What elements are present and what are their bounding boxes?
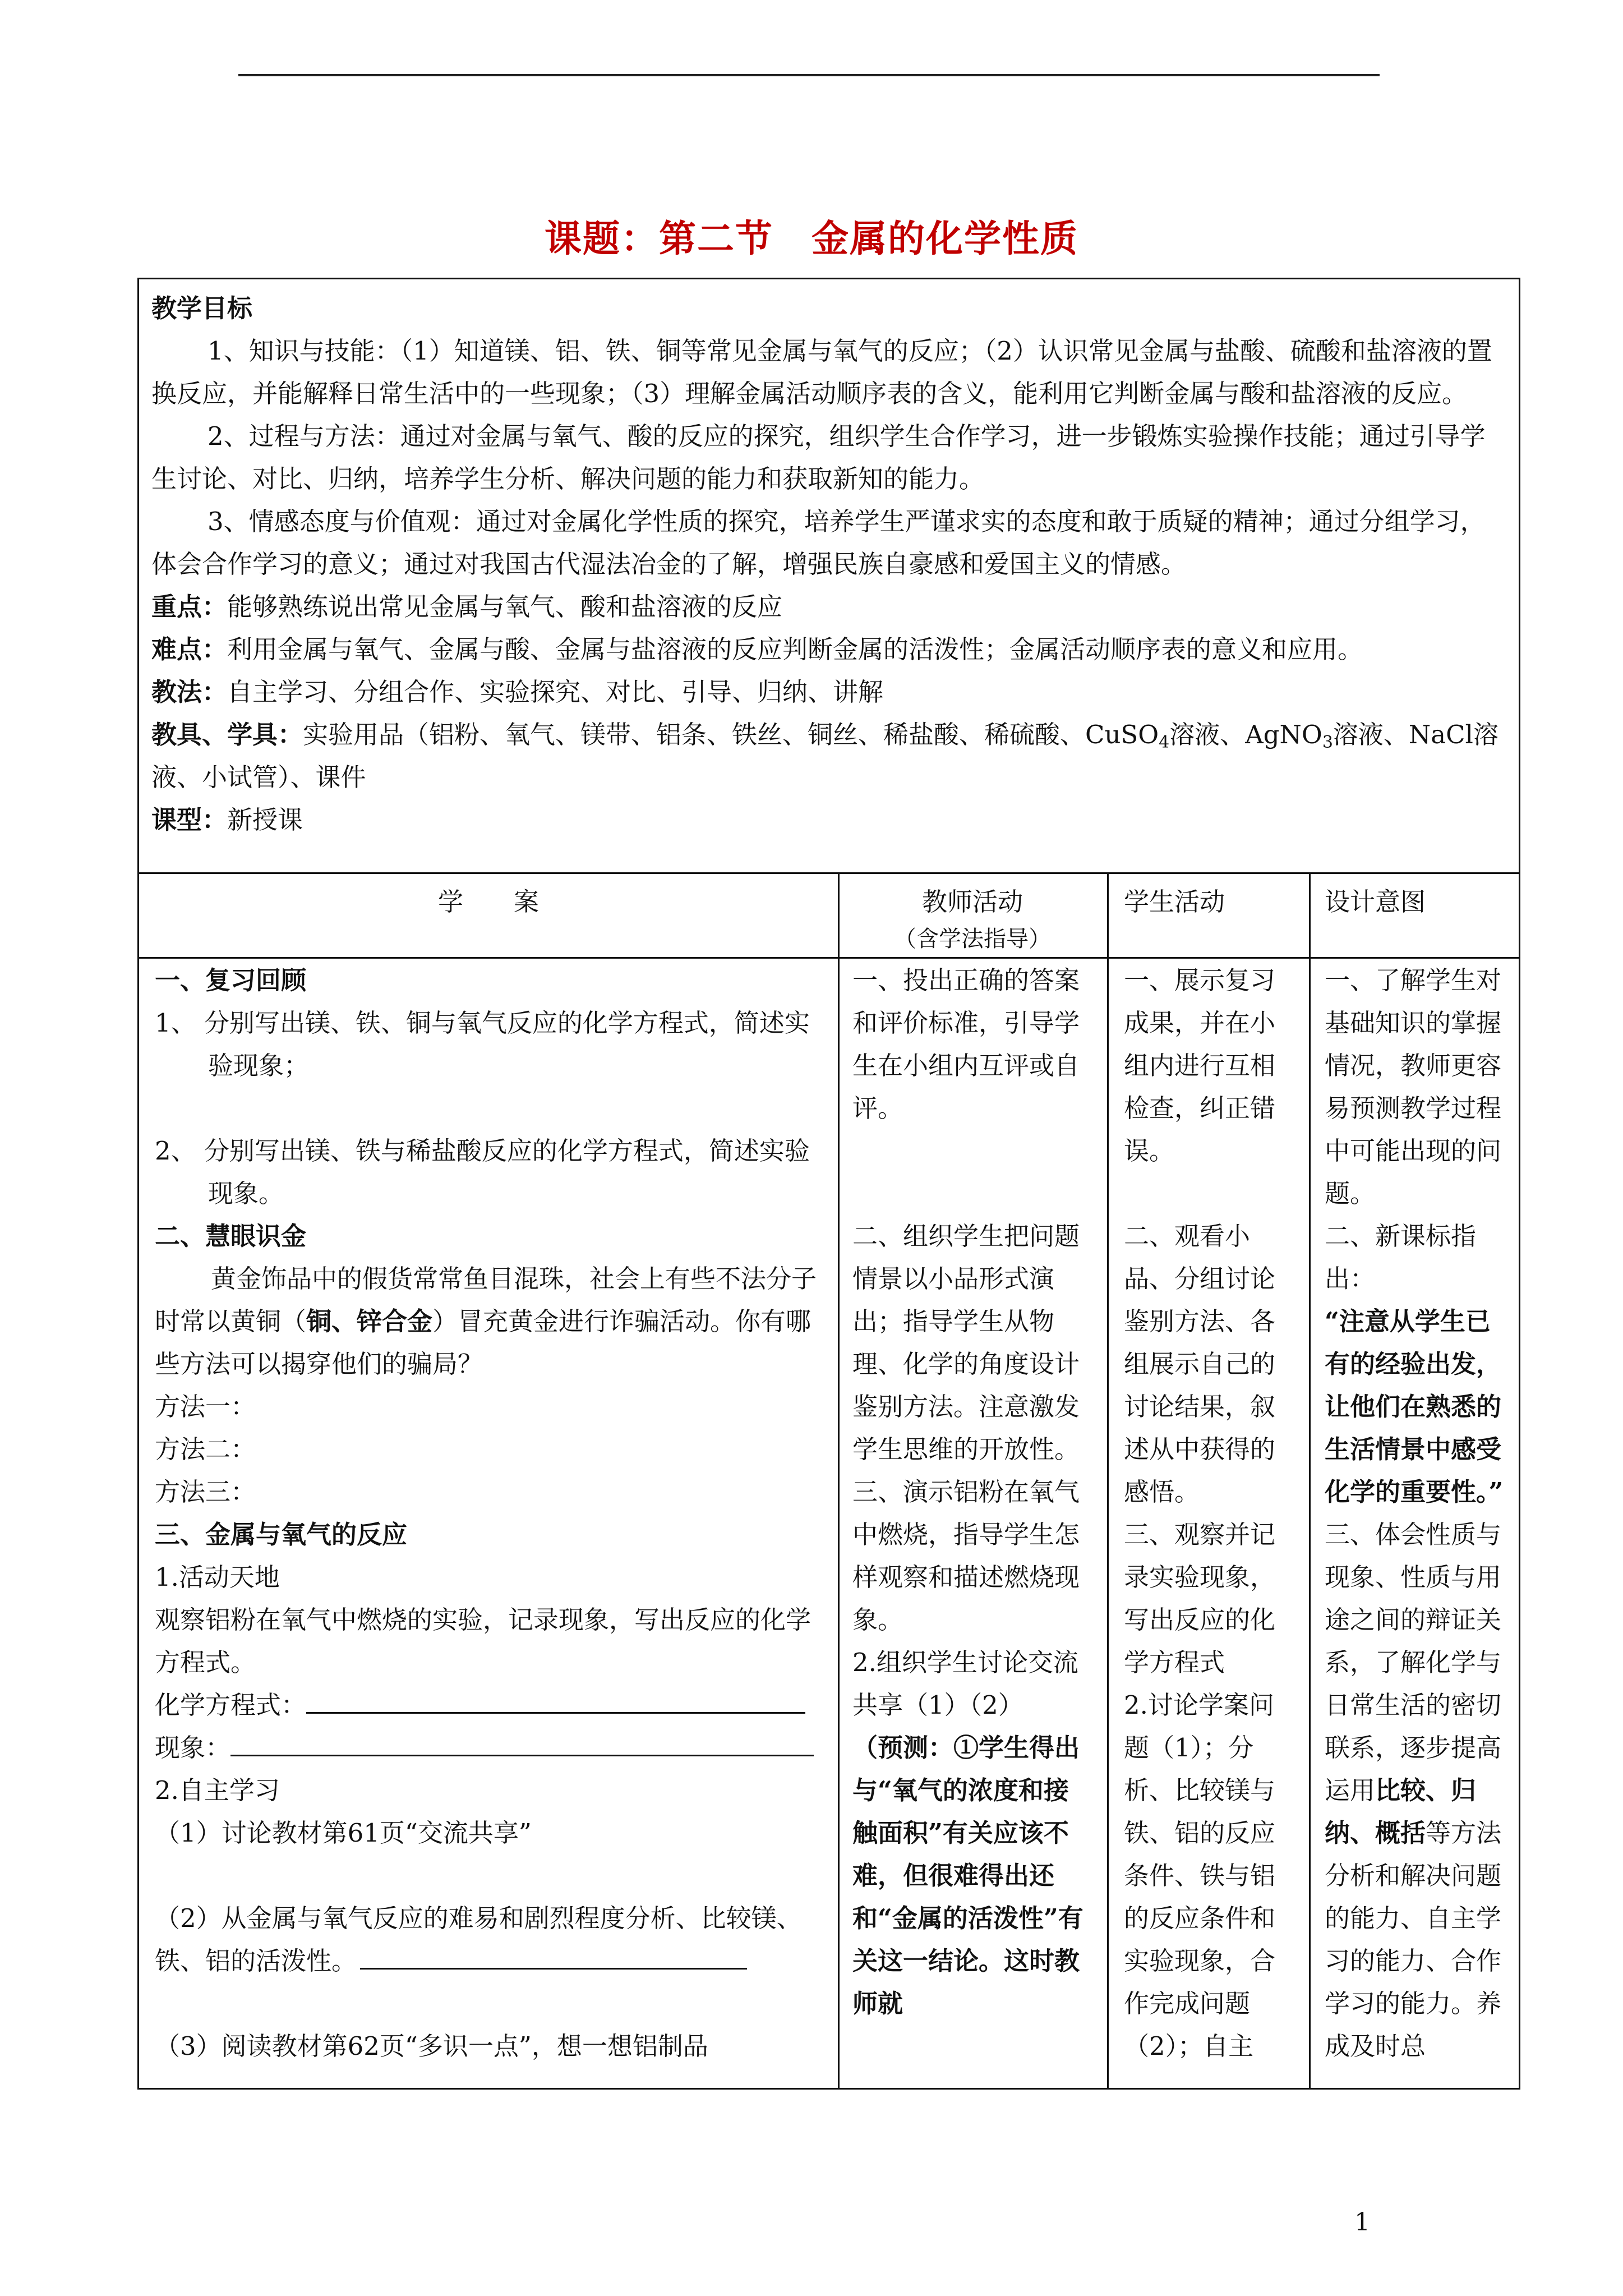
key-text: 能够熟练说出常见金属与氧气、酸和盐溶液的反应 bbox=[227, 592, 783, 622]
teacher-activity-2: 二、组织学生把问题情景以小品形式演出；指导学生从物理、化学的角度设计鉴别方法。注意激发学生思维的开放性。 bbox=[852, 1221, 1080, 1464]
column-header-teacher-sub: （含学法指导） bbox=[894, 926, 1051, 952]
objective-knowledge: 1、知识与技能：（1）知道镁、铝、铁、铜等常见金属与氧气的反应；（2）认识常见金属与盐酸、硫酸和盐溶液的置换反应，并能解释日常生活中的一些现象；（3）理解金属活动顺序表的含义，能利用它判断金属与酸和盐溶液的反应。 bbox=[151, 336, 1492, 408]
method-two: 方法二： bbox=[155, 1434, 256, 1464]
method-three: 方法三： bbox=[155, 1477, 256, 1507]
objectives-heading: 教学目标 bbox=[151, 293, 253, 323]
lesson-title: 课题：第二节 金属的化学性质 bbox=[545, 217, 1078, 260]
design-intent-3-b: 等方法分析和解决问题的能力、自主学习的能力、合作学习的能力。养成及时总 bbox=[1325, 1818, 1502, 2061]
student-activity-4: 2.讨论学案问题（1）；分析、比较镁与铁、铝的反应条件、铁与铝的反应条件和实验现象，合作完成问题（2）；自主 bbox=[1124, 1690, 1276, 2061]
teacher-activity-3: 三、演示铝粉在氧气中燃烧，指导学生怎样观察和描述燃烧现象。 bbox=[852, 1477, 1080, 1635]
review-question-2: 2、 分别写出镁、铁与稀盐酸反应的化学方程式，简述实验现象。 bbox=[155, 1136, 810, 1208]
teacher-activity-1: 一、投出正确的答案和评价标准，引导学生在小组内互评或自评。 bbox=[852, 965, 1080, 1123]
identify-gold-alloy: 铜、锌合金 bbox=[306, 1306, 433, 1336]
column-header-plan: 学 案 bbox=[437, 887, 539, 917]
column-header-teacher: 教师活动 bbox=[921, 887, 1023, 917]
activity-blank[interactable] bbox=[360, 1942, 747, 1970]
lesson-plan-table bbox=[137, 874, 1520, 2090]
method-one: 方法一： bbox=[155, 1392, 256, 1421]
equation-blank[interactable] bbox=[306, 1686, 805, 1714]
student-activity-3: 三、观察并记录实验现象，写出反应的化学方程式 bbox=[1124, 1520, 1276, 1677]
tools-text-3: 溶液、NaCl溶液、小试管）、课件 bbox=[151, 720, 1498, 792]
spacer bbox=[852, 1130, 1094, 1172]
answer-space bbox=[155, 1982, 821, 2025]
equation-label: 化学方程式： bbox=[155, 1690, 307, 1720]
design-intent-3-a: 三、体会性质与现象、性质与用途之间的辩证关系，了解化学与日常生活的密切联系，逐步提高运用 bbox=[1325, 1520, 1502, 1805]
student-activity-1: 一、展示复习成果，并在小组内进行互相检查，纠正错误。 bbox=[1124, 965, 1276, 1166]
tools-label: 教具、学具： bbox=[151, 720, 303, 749]
column-header-design: 设计意图 bbox=[1325, 887, 1426, 917]
spacer bbox=[852, 1172, 1094, 1215]
teacher-column bbox=[838, 959, 1107, 2025]
self-study-question-2 bbox=[155, 1897, 821, 1982]
column-header-student: 学生活动 bbox=[1124, 887, 1225, 917]
key-point bbox=[151, 586, 1506, 628]
method-text: 自主学习、分组合作、实验探究、对比、引导、归纳、讲解 bbox=[227, 677, 884, 707]
tools-text-1: 实验用品（铝粉、氧气、镁带、铝条、铁丝、铜丝、稀盐酸、稀硫酸、CuSO bbox=[303, 720, 1159, 749]
teacher-activity-4: 2.组织学生讨论交流共享（1）（2） bbox=[852, 1648, 1078, 1720]
design-intent-3 bbox=[1325, 1513, 1509, 2068]
self-study-question-1: （1）讨论教材第61页“交流共享” bbox=[155, 1818, 532, 1848]
difficulty-label: 难点： bbox=[151, 634, 228, 664]
difficulty-point bbox=[151, 628, 1506, 671]
section-metal-oxygen-title: 三、金属与氧气的反应 bbox=[155, 1520, 408, 1549]
teacher-activity-prediction: （预测：①学生得出与“氧气的浓度和接触面积”有关应该不难，但很难得出还和“金属的活泼性”有关这一结论。这时教师就 bbox=[852, 1733, 1083, 2018]
design-intent-3-bold: 比较、归纳、概括 bbox=[1325, 1775, 1477, 1848]
identify-gold-text bbox=[155, 1258, 821, 1386]
header-divider bbox=[139, 957, 1519, 959]
identify-gold-text-b: ）冒充黄金进行诈骗活动。你有哪些方法可以揭穿他们的骗局？ bbox=[155, 1306, 811, 1379]
design-intent-1: 一、了解学生对基础知识的掌握情况，教师更容易预测教学过程中可能出现的问题。 bbox=[1325, 965, 1502, 1208]
design-intent-2-intro: 二、新课标指出： bbox=[1325, 1221, 1477, 1294]
phenomenon-label: 现象： bbox=[155, 1733, 231, 1763]
objective-process: 2、过程与方法：通过对金属与氧气、酸的反应的探究，组织学生合作学习，进一步锻炼实验操作技能；通过引导学生讨论、对比、归纳，培养学生分析、解决问题的能力和获取新知的能力。 bbox=[151, 421, 1486, 494]
phenomenon-line bbox=[155, 1727, 821, 1769]
teaching-method bbox=[151, 671, 1506, 714]
self-study-question-2-text: （2）从金属与氧气反应的难易和剧烈程度分析、比较镁、铁、铝的活泼性。 bbox=[155, 1903, 802, 1976]
review-question-1: 1、 分别写出镁、铁、铜与氧气反应的化学方程式，简述实验现象； bbox=[155, 1008, 810, 1080]
equation-line bbox=[155, 1684, 821, 1727]
phenomenon-blank[interactable] bbox=[230, 1729, 814, 1756]
answer-space bbox=[155, 1087, 821, 1130]
spacer bbox=[1124, 1172, 1295, 1215]
header-rule bbox=[238, 74, 1380, 76]
difficulty-text: 利用金属与氧气、金属与酸、金属与盐溶液的反应判断金属的活泼性；金属活动顺序表的意义和应用。 bbox=[227, 634, 1363, 664]
identify-gold-text-a: 黄金饰品中的假货常常鱼目混珠，社会上有些不法分子时常以黄铜（ bbox=[155, 1264, 817, 1336]
design-column bbox=[1309, 959, 1522, 2068]
self-study-question-3: （3）阅读教材第62页“多识一点”，想一想铝制品 bbox=[155, 2031, 708, 2061]
design-intent-2-quote: “注意从学生已有的经验出发，让他们在熟悉的生活情景中感受化学的重要性。” bbox=[1325, 1306, 1504, 1507]
tools-text-2: 溶液、AgNO bbox=[1169, 720, 1322, 749]
method-label: 教法： bbox=[151, 677, 228, 707]
activity-text: 观察铝粉在氧气中燃烧的实验，记录现象，写出反应的化学方程式。 bbox=[155, 1605, 811, 1677]
tools-sub-1: 4 bbox=[1159, 733, 1170, 752]
page-number: 1 bbox=[1354, 2208, 1370, 2237]
teaching-tools bbox=[151, 714, 1506, 799]
objective-emotion: 3、情感态度与价值观：通过对金属化学性质的探究，培养学生严谨求实的态度和敢于质疑的精神；通过分组学习，体会合作学习的意义；通过对我国古代湿法冶金的了解，增强民族自豪感和爱国主义的情感。 bbox=[151, 507, 1486, 579]
section-identify-gold-title: 二、慧眼识金 bbox=[155, 1221, 307, 1251]
student-activity-2: 二、观看小品、分组讨论鉴别方法、各组展示自己的讨论结果，叙述从中获得的感悟。 bbox=[1124, 1221, 1276, 1507]
objectives-box bbox=[137, 278, 1520, 874]
activity-heading: 1.活动天地 bbox=[155, 1562, 280, 1592]
lesson-type bbox=[151, 799, 1506, 841]
plan-column bbox=[139, 959, 838, 2068]
self-study-heading: 2.自主学习 bbox=[155, 1775, 280, 1805]
key-label: 重点： bbox=[151, 592, 228, 622]
type-label: 课型： bbox=[151, 805, 228, 835]
tools-sub-2: 3 bbox=[1322, 733, 1333, 752]
section-review-title: 一、复习回顾 bbox=[155, 965, 307, 995]
type-text: 新授课 bbox=[227, 805, 303, 835]
answer-space bbox=[155, 1855, 821, 1897]
student-column bbox=[1107, 959, 1309, 2068]
